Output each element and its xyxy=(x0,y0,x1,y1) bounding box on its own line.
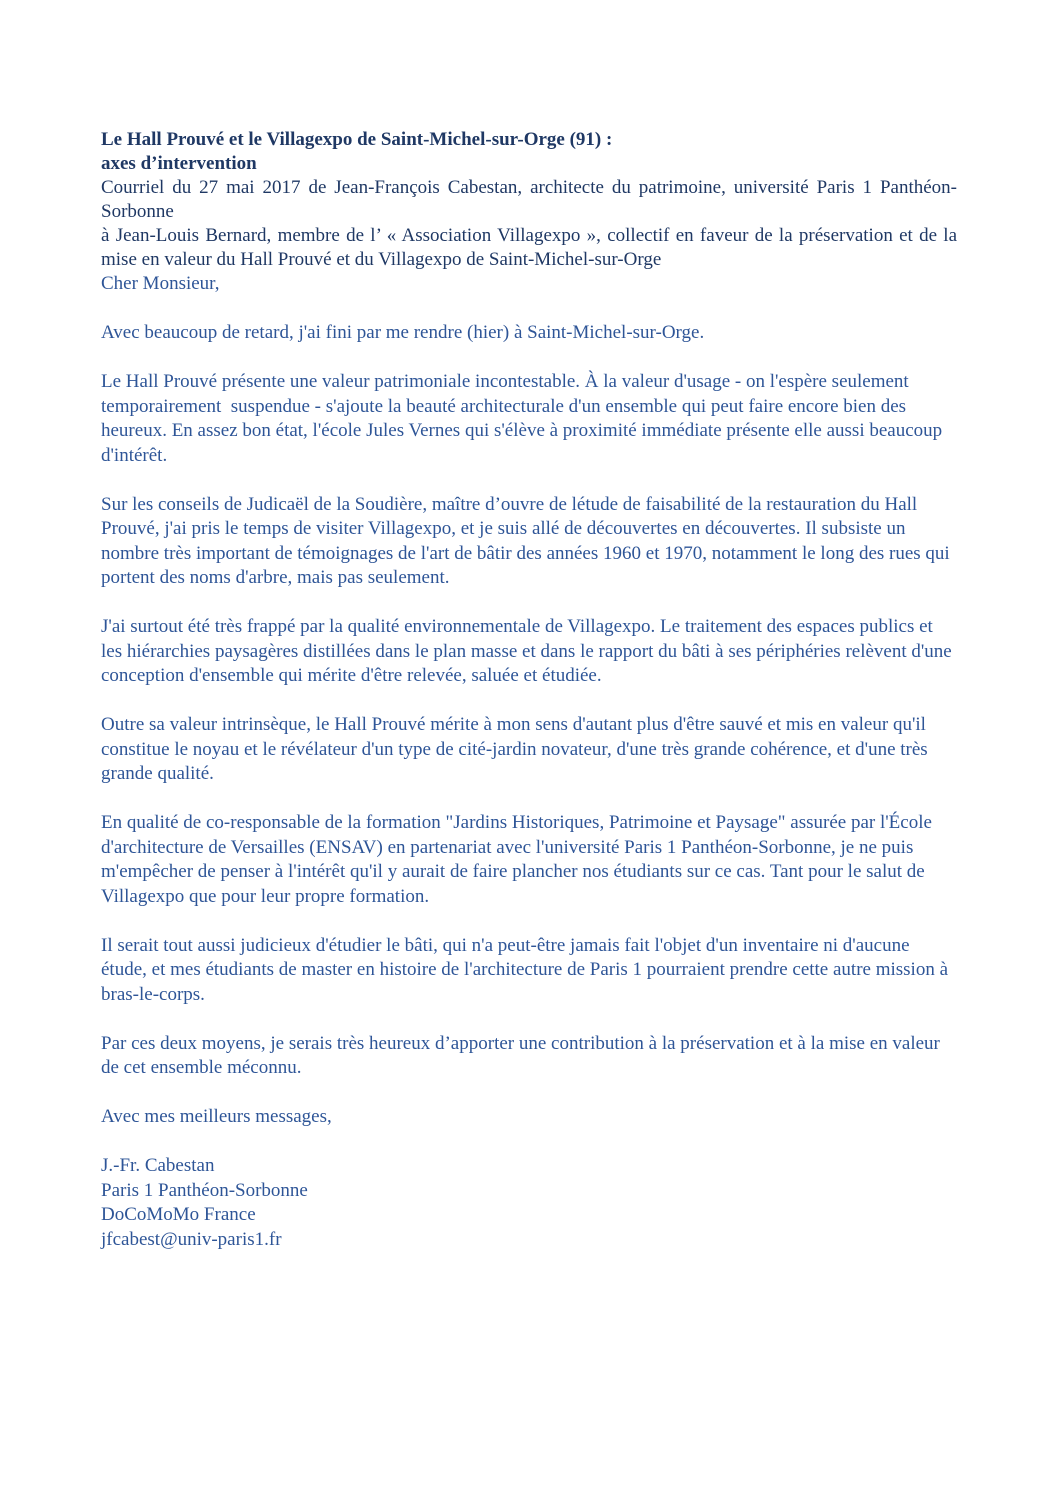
paragraph: Sur les conseils de Judicaël de la Soudière, maître d’ouvre de létude de faisabilité de la restauration du Hall Prouvé, j'ai pris le temps de visiter Villagexpo, et je suis allé de découvertes en découvertes. Il subsiste un nombre très important de témoignages de l'art de bâtir des années 1960 et 1970, notamment le long des rues qui portent des noms d'arbre, mais pas seulement. xyxy=(101,493,950,588)
title-line-1: Le Hall Prouvé et le Villagexpo de Saint-Michel-sur-Orge (91) : xyxy=(101,129,613,150)
signature-affiliation: Paris 1 Panthéon-Sorbonne xyxy=(101,1179,308,1201)
signature-organization: DoCoMoMo France xyxy=(101,1204,256,1225)
letter-body xyxy=(101,272,957,1252)
title-line-2: axes d’intervention xyxy=(101,153,257,174)
paragraph: Il serait tout aussi judicieux d'étudier le bâti, qui n'a peut-être jamais fait l'objet d'un inventaire ni d'aucune étude, et mes étudiants de master en histoire de l'architecture de Paris 1 pourraient prendre cette autre mission à bras-le-corps. xyxy=(101,934,949,1005)
paragraph: En qualité de co-responsable de la formation "Jardins Historiques, Patrimoine et Paysage" assurée par l'École d'architecture de Versailles (ENSAV) en partenariat avec l'université Paris 1 Panthéon-Sorbonne, je ne puis m'empêcher de penser à l'intérêt qu'il y aurait de faire plancher nos étudiants sur ce cas. Tant pour le salut de Villagexpo que pour leur propre formation. xyxy=(101,812,932,907)
signature-email[interactable]: jfcabest@univ-paris1.fr xyxy=(101,1228,282,1250)
document-page xyxy=(101,128,957,1252)
paragraph: Avec beaucoup de retard, j'ai fini par me rendre (hier) à Saint-Michel-sur-Orge. xyxy=(101,322,705,343)
closing: Avec mes meilleurs messages, xyxy=(101,1106,332,1127)
paragraph: J'ai surtout été très frappé par la qualité environnementale de Villagexpo. Le traitement des espaces publics et les hiérarchies paysagères distillées dans le plan masse et dans le rapport du bâti à ses périphéries relèvent d'une conception d'ensemble qui mérite d'être relevée, saluée et étudiée. xyxy=(101,616,952,686)
paragraph: Outre sa valeur intrinsèque, le Hall Prouvé mérite à mon sens d'autant plus d'être sauvé et mis en valeur qu'il constitue le noyau et le révélateur d'un type de cité-jardin novateur, d'une très grande cohérence, et d'une très grande qualité. xyxy=(101,714,928,784)
signature-block xyxy=(101,1154,957,1252)
recipient-line: à Jean-Louis Bernard, membre de l’ « Association Villagexpo », collectif en faveur de la préservation et de la mise en valeur du Hall Prouvé et du Villagexpo de Saint-Michel-sur-Orge xyxy=(101,225,957,270)
signature-name: J.-Fr. Cabestan xyxy=(101,1155,215,1176)
sender-line: Courriel du 27 mai 2017 de Jean-François Cabestan, architecte du patrimoine, université Paris 1 Panthéon-Sorbonne xyxy=(101,177,957,222)
document-header xyxy=(101,128,957,272)
paragraph: Le Hall Prouvé présente une valeur patrimoniale incontestable. À la valeur d'usage - on l'espère seulement temporairement suspendue - s'ajoute la beauté architecturale d'un ensemble qui peut faire encore bien des heureux. En assez bon état, l'école Jules Vernes qui s'élève à proximité immédiate présente elle aussi beaucoup d'intérêt. xyxy=(101,371,947,466)
greeting: Cher Monsieur, xyxy=(101,273,220,294)
paragraph: Par ces deux moyens, je serais très heureux d’apporter une contribution à la préservation et à la mise en valeur de cet ensemble méconnu. xyxy=(101,1032,940,1078)
